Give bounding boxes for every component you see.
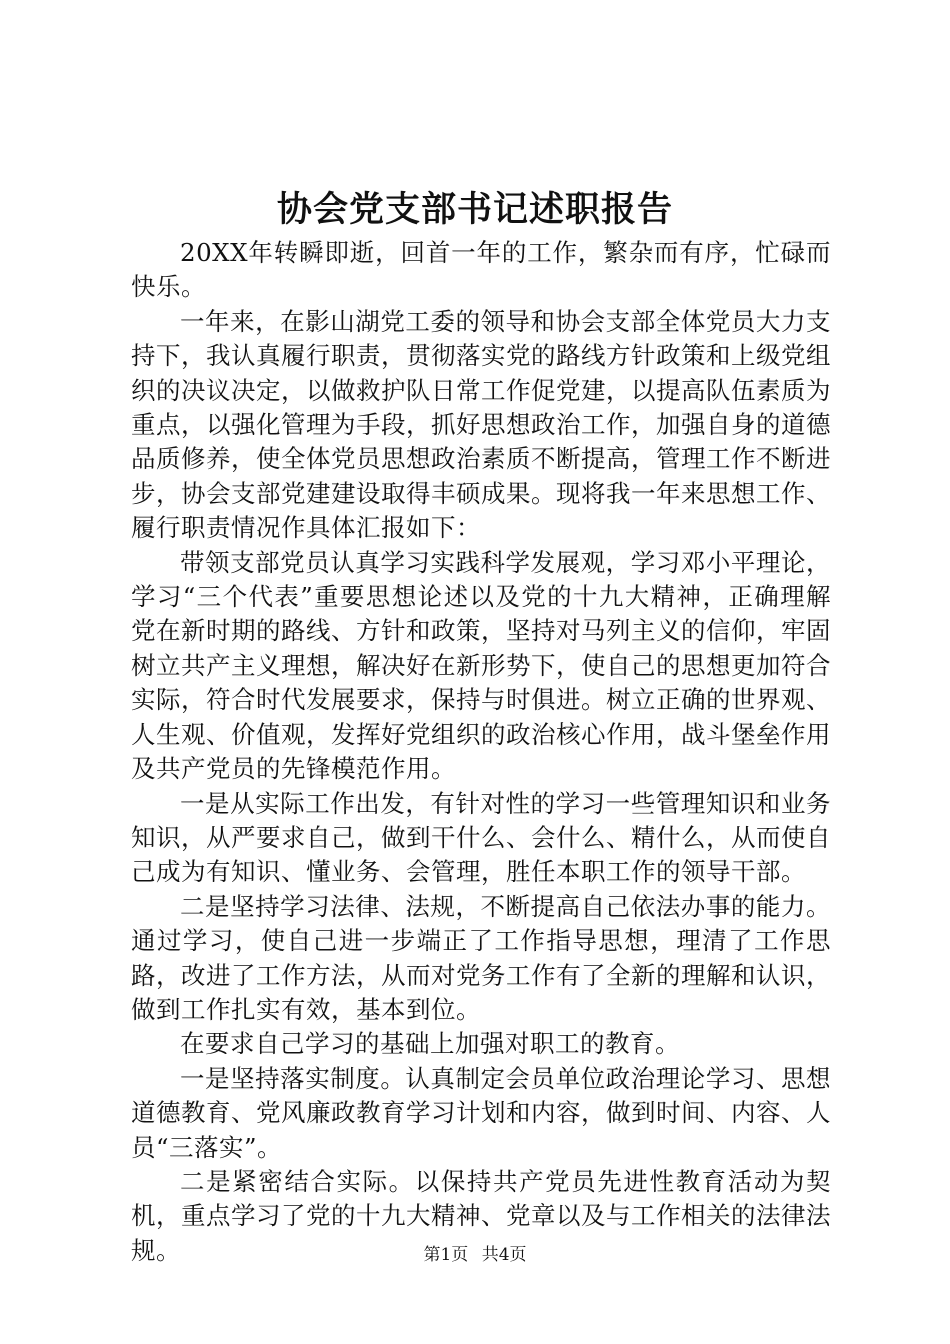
page-footer	[0, 1244, 950, 1266]
page-number: 第1页	[423, 1245, 469, 1265]
document-title: 协会党支部书记述职报告	[276, 189, 673, 230]
paragraph-4: 一是从实际工作出发，有针对性的学习一些管理知识和业务知识，从严要求自己，做到干什么、会什么、精什么，从而使自己成为有知识、懂业务、会管理，胜任本职工作的领导干部。	[131, 788, 831, 887]
page-total: 共4页	[481, 1245, 527, 1265]
paragraph-1: 20XX年转瞬即逝，回首一年的工作，繁杂而有序，忙碌而快乐。	[131, 238, 831, 302]
paragraph-8: 二是紧密结合实际。以保持共产党员先进性教育活动为契机，重点学习了党的十九大精神、党章以及与工作相关的法律法规。	[131, 1166, 831, 1265]
document-body	[131, 236, 831, 1268]
paragraph-2: 一年来，在影山湖党工委的领导和协会支部全体党员大力支持下，我认真履行职责，贯彻落实党的路线方针政策和上级党组织的决议决定，以做救护队日常工作促党建，以提高队伍素质为重点，以强化管理为手段，抓好思想政治工作，加强自身的道德品质修养，使全体党员思想政治素质不断提高，管理工作不断进步，协会支部党建建设取得丰硕成果。现将我一年来思想工作、履行职责情况作具体汇报如下：	[131, 306, 831, 543]
paragraph-3: 带领支部党员认真学习实践科学发展观，学习邓小平理论，学习“三个代表”重要思想论述以及党的十九大精神，正确理解党在新时期的路线、方针和政策，坚持对马列主义的信仰，牢固树立共产主义理想，解决好在新形势下，使自己的思想更加符合实际，符合时代发展要求，保持与时俱进。树立正确的世界观、人生观、价值观，发挥好党组织的政治核心作用，战斗堡垒作用及共产党员的先锋模范作用。	[131, 547, 831, 784]
paragraph-5: 二是坚持学习法律、法规，不断提高自己依法办事的能力。通过学习，使自己进一步端正了工作指导思想，理清了工作思路，改进了工作方法，从而对党务工作有了全新的理解和认识，做到工作扎实有效，基本到位。	[131, 891, 831, 1024]
paragraph-6: 在要求自己学习的基础上加强对职工的教育。	[180, 1029, 680, 1059]
paragraph-7: 一是坚持落实制度。认真制定会员单位政治理论学习、思想道德教育、党风廉政教育学习计划和内容，做到时间、内容、人员“三落实”。	[131, 1063, 831, 1162]
